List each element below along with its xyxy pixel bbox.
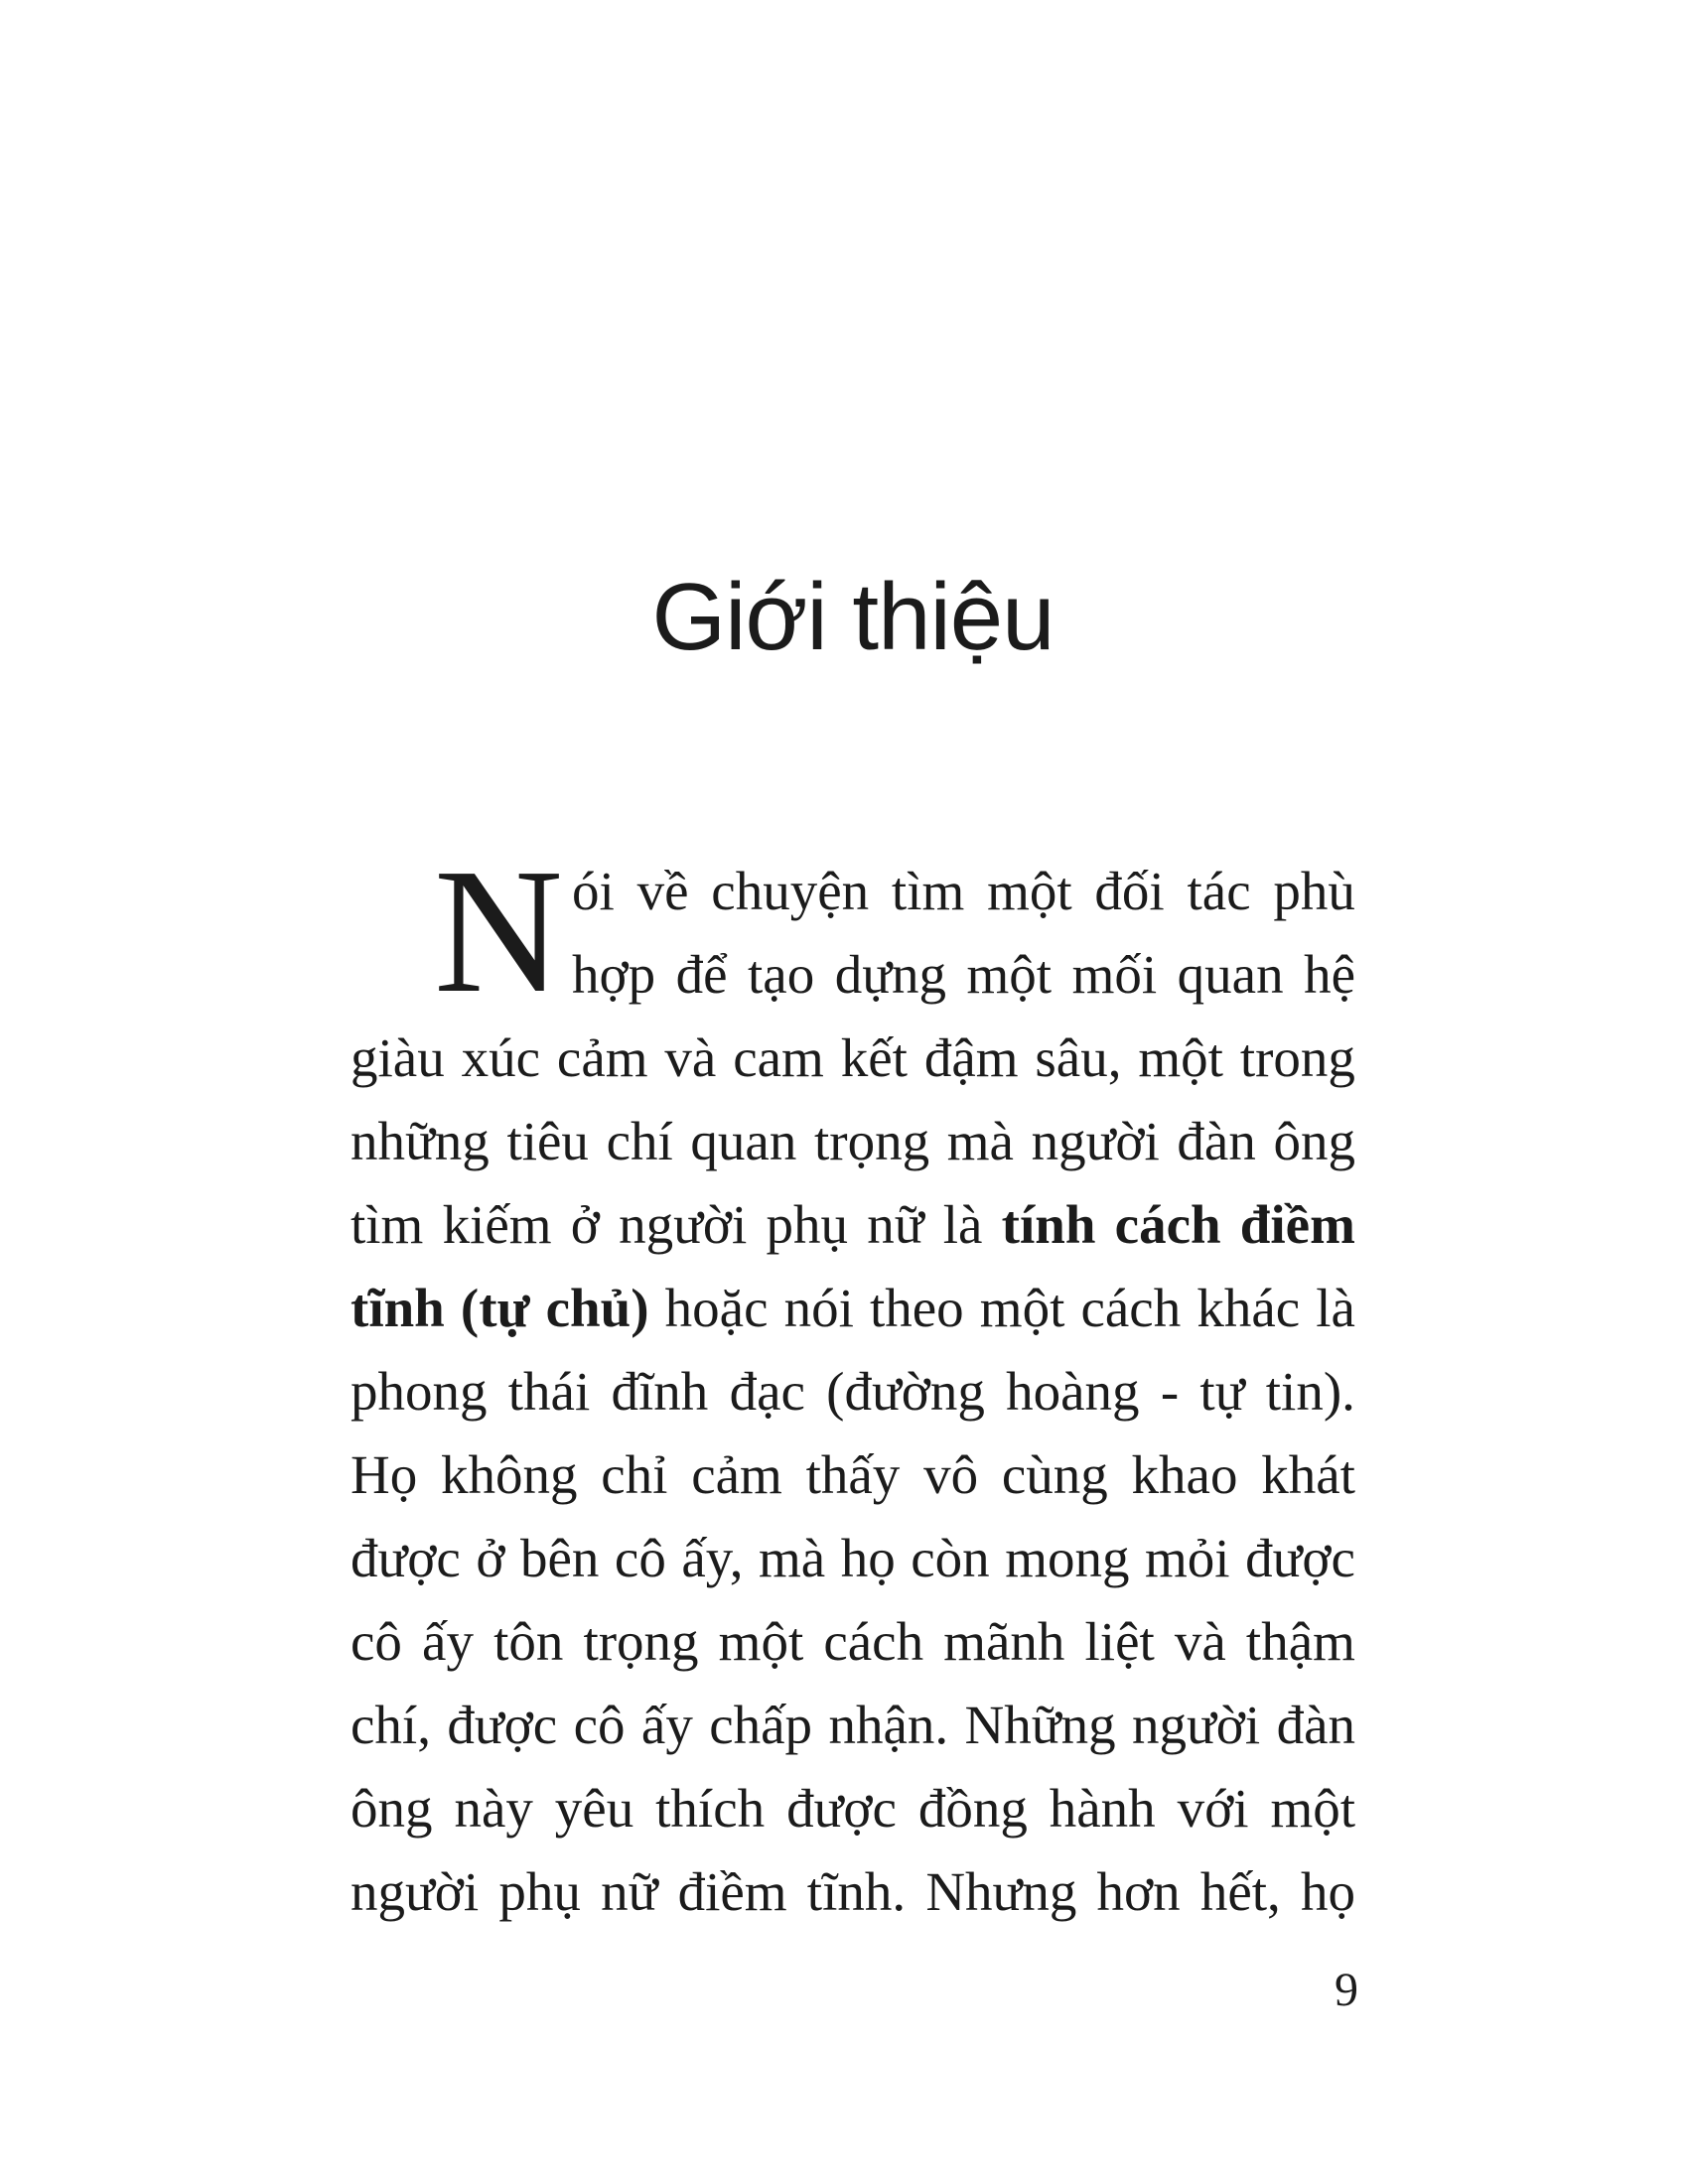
text-line-10 <box>351 1600 1355 1684</box>
word: - <box>1160 1361 1180 1422</box>
word: điềm <box>677 1861 787 1922</box>
word: mỏi <box>1145 1528 1230 1588</box>
word: đậm <box>923 1027 1019 1088</box>
word: tin). <box>1265 1361 1355 1422</box>
drop-cap-letter: N <box>434 832 563 1029</box>
word: khác <box>1196 1278 1301 1338</box>
word: tìm <box>891 861 965 921</box>
word: liệt <box>1084 1611 1155 1672</box>
word: nói <box>783 1278 854 1338</box>
word: cách <box>1114 1194 1221 1255</box>
word: tiêu <box>506 1111 589 1171</box>
word: tính <box>1001 1194 1096 1255</box>
word: hoặc <box>664 1278 769 1338</box>
word: Họ <box>351 1444 418 1505</box>
text-line-5 <box>351 1183 1355 1267</box>
word: ở <box>570 1194 600 1255</box>
text-line-12 <box>351 1767 1355 1850</box>
word: thậm <box>1245 1611 1355 1672</box>
word: về <box>636 861 689 921</box>
word: đĩnh <box>611 1361 709 1422</box>
word: một <box>979 1278 1065 1338</box>
word: ấy <box>422 1611 474 1672</box>
word: thích <box>655 1778 766 1839</box>
word: mối <box>1071 944 1158 1005</box>
word: một <box>1138 1027 1223 1088</box>
word: ói <box>572 861 615 921</box>
word: thấy <box>805 1444 901 1505</box>
word: đạc <box>729 1361 805 1422</box>
word: nhận. <box>828 1695 949 1755</box>
text-line-2 <box>572 933 1355 1017</box>
word: phụ <box>766 1194 848 1255</box>
word: những <box>351 1111 490 1171</box>
word: cô <box>614 1528 666 1588</box>
word: tĩnh. <box>806 1861 907 1922</box>
word: tôn <box>493 1611 564 1672</box>
word: Nhưng <box>925 1861 1077 1922</box>
word: ấy, <box>681 1528 744 1588</box>
word: tạo <box>748 944 815 1005</box>
word: sâu, <box>1035 1027 1122 1088</box>
word: được <box>1245 1528 1355 1588</box>
word: hết, <box>1199 1861 1281 1922</box>
word: yêu <box>554 1778 634 1839</box>
word: được <box>786 1778 897 1839</box>
text-line-1 <box>572 850 1355 933</box>
word: hệ <box>1304 944 1355 1005</box>
word: tác <box>1187 861 1251 921</box>
word: hơn <box>1096 1861 1181 1922</box>
word: vô <box>923 1444 979 1505</box>
word: chỉ <box>601 1444 668 1505</box>
word: ấy <box>640 1695 693 1755</box>
word: mong <box>1005 1528 1130 1588</box>
word: điềm <box>1239 1194 1355 1255</box>
word: không <box>441 1444 578 1505</box>
word: một <box>718 1611 804 1672</box>
word: chí <box>606 1111 673 1171</box>
word: tự <box>1199 1361 1245 1422</box>
word: mà <box>759 1528 826 1588</box>
text-line-4 <box>351 1100 1355 1183</box>
word: quan <box>690 1111 797 1171</box>
chapter-title: Giới thiệu <box>651 564 1055 670</box>
word: họ <box>1301 1861 1355 1922</box>
word: khát <box>1261 1444 1355 1505</box>
word: chí, <box>351 1695 431 1755</box>
text-line-11 <box>351 1684 1355 1767</box>
word: và <box>664 1027 717 1088</box>
word: một <box>966 944 1053 1005</box>
word: (đường <box>826 1361 985 1422</box>
word: cách <box>1080 1278 1182 1338</box>
word: thái <box>507 1361 591 1422</box>
word: (tự <box>460 1278 530 1338</box>
word: phù <box>1273 861 1355 921</box>
word: để <box>675 944 728 1005</box>
word: giàu <box>351 1027 445 1088</box>
word: người <box>1131 1695 1261 1755</box>
word: quan <box>1177 944 1284 1005</box>
text-line-8 <box>351 1433 1355 1517</box>
word: người <box>1031 1111 1160 1171</box>
word: ở <box>476 1528 505 1588</box>
word: một <box>1270 1778 1355 1839</box>
word: trọng <box>583 1611 699 1672</box>
word: kết <box>840 1027 908 1088</box>
word: Những <box>964 1695 1116 1755</box>
word: ông <box>351 1778 433 1839</box>
word: phụ <box>498 1861 581 1922</box>
word: hoàng <box>1006 1361 1140 1422</box>
word: xúc <box>461 1027 541 1088</box>
word: nữ <box>601 1861 658 1922</box>
word: đàn <box>1276 1695 1355 1755</box>
word: là <box>942 1194 983 1255</box>
word: chuyện <box>711 861 870 921</box>
word: được <box>351 1528 461 1588</box>
text-line-9 <box>351 1517 1355 1600</box>
word: dựng <box>834 944 947 1005</box>
word: hành <box>1049 1778 1156 1839</box>
word: một <box>987 861 1072 921</box>
word: theo <box>869 1278 964 1338</box>
word: chủ) <box>545 1278 649 1338</box>
word: này <box>454 1778 533 1839</box>
word: cam <box>733 1027 824 1088</box>
word: đàn <box>1177 1111 1256 1171</box>
word: được <box>447 1695 558 1755</box>
word: kiếm <box>442 1194 552 1255</box>
word: họ <box>840 1528 896 1588</box>
word: cô <box>351 1611 402 1672</box>
word: người <box>351 1861 480 1922</box>
word: hợp <box>572 944 656 1005</box>
word: người <box>619 1194 748 1255</box>
page-number: 9 <box>1335 1964 1358 2016</box>
word: còn <box>911 1528 990 1588</box>
word: tĩnh <box>351 1278 445 1338</box>
word: chấp <box>709 1695 813 1755</box>
word: cảm <box>556 1027 648 1088</box>
word: phong <box>351 1361 488 1422</box>
text-line-13 <box>351 1850 1355 1934</box>
word: cách <box>823 1611 924 1672</box>
word: là <box>1316 1278 1355 1338</box>
paragraph <box>351 832 1355 1934</box>
word: với <box>1177 1778 1249 1839</box>
word: cùng <box>1001 1444 1108 1505</box>
word: ông <box>1273 1111 1355 1171</box>
text-line-6 <box>351 1267 1355 1350</box>
word: cảm <box>691 1444 782 1505</box>
word: mà <box>946 1111 1014 1171</box>
word: cô <box>573 1695 626 1755</box>
word: trong <box>1239 1027 1355 1088</box>
word: nữ <box>867 1194 924 1255</box>
word: khao <box>1131 1444 1238 1505</box>
word: mãnh <box>943 1611 1065 1672</box>
word: và <box>1174 1611 1226 1672</box>
word: tìm <box>351 1194 424 1255</box>
word: trọng <box>813 1111 930 1171</box>
word: bên <box>519 1528 600 1588</box>
word: đối <box>1094 861 1165 921</box>
word: đồng <box>917 1778 1028 1839</box>
text-line-7 <box>351 1350 1355 1433</box>
